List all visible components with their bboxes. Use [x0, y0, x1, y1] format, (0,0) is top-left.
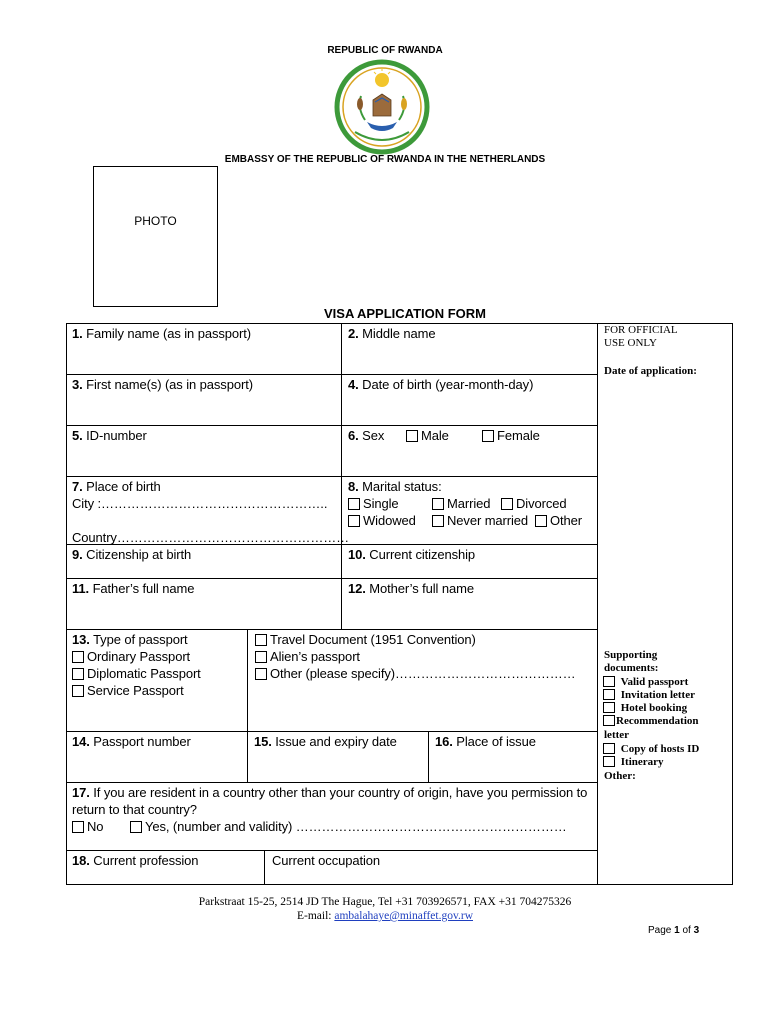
checkbox-ordinary-passport[interactable]: Ordinary Passport — [72, 649, 190, 664]
field-id-number[interactable]: 5. ID-number — [72, 428, 147, 443]
official-use-line1: FOR OFFICIAL — [604, 324, 678, 336]
form-title: VISA APPLICATION FORM — [323, 306, 487, 321]
field-place-of-birth: 7. Place of birth — [72, 479, 161, 494]
field-citizenship-at-birth[interactable]: 9. Citizenship at birth — [72, 547, 192, 562]
checkbox-invitation-letter[interactable]: Invitation letter — [603, 689, 695, 701]
checkbox-single[interactable]: Single — [348, 496, 399, 511]
field-residence-permission-cont: return to that country? — [72, 802, 197, 817]
coat-of-arms-emblem — [333, 58, 431, 156]
checkbox-divorced[interactable]: Divorced — [501, 496, 567, 511]
field-residence-permission: 17. If you are resident in a country other than your country of origin, have you permission to — [72, 785, 588, 800]
field-current-citizenship[interactable]: 10. Current citizenship — [348, 547, 476, 562]
checkbox-travel-document[interactable]: Travel Document (1951 Convention) — [255, 632, 476, 647]
field-family-name[interactable]: 1. Family name (as in passport) — [72, 326, 251, 341]
checkbox-aliens-passport[interactable]: Alien’s passport — [255, 649, 360, 664]
checkbox-male[interactable]: Male — [406, 428, 449, 443]
checkbox-diplomatic-passport[interactable]: Diplomatic Passport — [72, 666, 201, 681]
recommendation-letter-cont: letter — [604, 729, 630, 741]
field-passport-type: 13. Type of passport — [72, 632, 188, 647]
checkbox-recommendation-letter[interactable]: Recommendation — [603, 715, 699, 727]
embassy-heading: EMBASSY OF THE REPUBLIC OF RWANDA IN THE NETHERLANDS — [224, 154, 546, 165]
footer-address: Parkstraat 15-25, 2514 JD The Hague, Tel +31 703926571, FAX +31 704275326 — [198, 896, 572, 908]
checkbox-married[interactable]: Married — [432, 496, 490, 511]
date-of-application: Date of application: — [604, 365, 697, 377]
official-other: Other: — [604, 770, 636, 782]
checkbox-widowed[interactable]: Widowed — [348, 513, 416, 528]
field-current-profession[interactable]: 18. Current profession — [72, 853, 199, 868]
checkbox-valid-passport[interactable]: Valid passport — [603, 676, 688, 688]
official-use-line2: USE ONLY — [604, 337, 657, 349]
field-mothers-name[interactable]: 12. Mother’s full name — [348, 581, 474, 596]
email-link[interactable]: ambalahaye@minaffet.gov.rw — [334, 910, 473, 922]
checkbox-never-married[interactable]: Never married — [432, 513, 528, 528]
country-heading: REPUBLIC OF RWANDA — [327, 45, 443, 56]
checkbox-copy-hosts-id[interactable]: Copy of hosts ID — [603, 743, 699, 755]
field-current-occupation[interactable]: Current occupation — [272, 853, 381, 868]
field-city[interactable]: City :…………………………………………….. — [72, 496, 328, 511]
field-first-names[interactable]: 3. First name(s) (as in passport) — [72, 377, 253, 392]
photo-box — [93, 166, 218, 307]
checkbox-yes[interactable]: Yes, (number and validity) ……………………………………………………… — [130, 819, 567, 834]
field-place-of-issue[interactable]: 16. Place of issue — [435, 734, 536, 749]
checkbox-hotel-booking[interactable]: Hotel booking — [603, 702, 687, 714]
supporting-docs-2: documents: — [604, 662, 659, 674]
field-middle-name[interactable]: 2. Middle name — [348, 326, 436, 341]
footer-email-line: E-mail: ambalahaye@minaffet.gov.rw — [296, 910, 473, 922]
field-issue-expiry-date[interactable]: 15. Issue and expiry date — [254, 734, 397, 749]
field-country[interactable]: Country……………………………………………… — [72, 530, 350, 545]
checkbox-female[interactable]: Female — [482, 428, 540, 443]
field-passport-number[interactable]: 14. Passport number — [72, 734, 191, 749]
checkbox-service-passport[interactable]: Service Passport — [72, 683, 184, 698]
checkbox-other-marital[interactable]: Other — [535, 513, 582, 528]
field-date-of-birth[interactable]: 4. Date of birth (year-month-day) — [348, 377, 534, 392]
checkbox-itinerary[interactable]: Itinerary — [603, 756, 664, 768]
supporting-docs-1: Supporting — [604, 649, 658, 661]
checkbox-no[interactable]: No — [72, 819, 103, 834]
page-number: Page 1 of 3 — [648, 925, 700, 936]
field-marital-status: 8. Marital status: — [348, 479, 442, 494]
checkbox-other-passport[interactable]: Other (please specify)…………………………………… — [255, 666, 576, 681]
field-fathers-name[interactable]: 11. Father’s full name — [72, 581, 195, 596]
photo-label: PHOTO — [134, 214, 177, 228]
field-sex-label: 6. Sex — [348, 428, 385, 443]
